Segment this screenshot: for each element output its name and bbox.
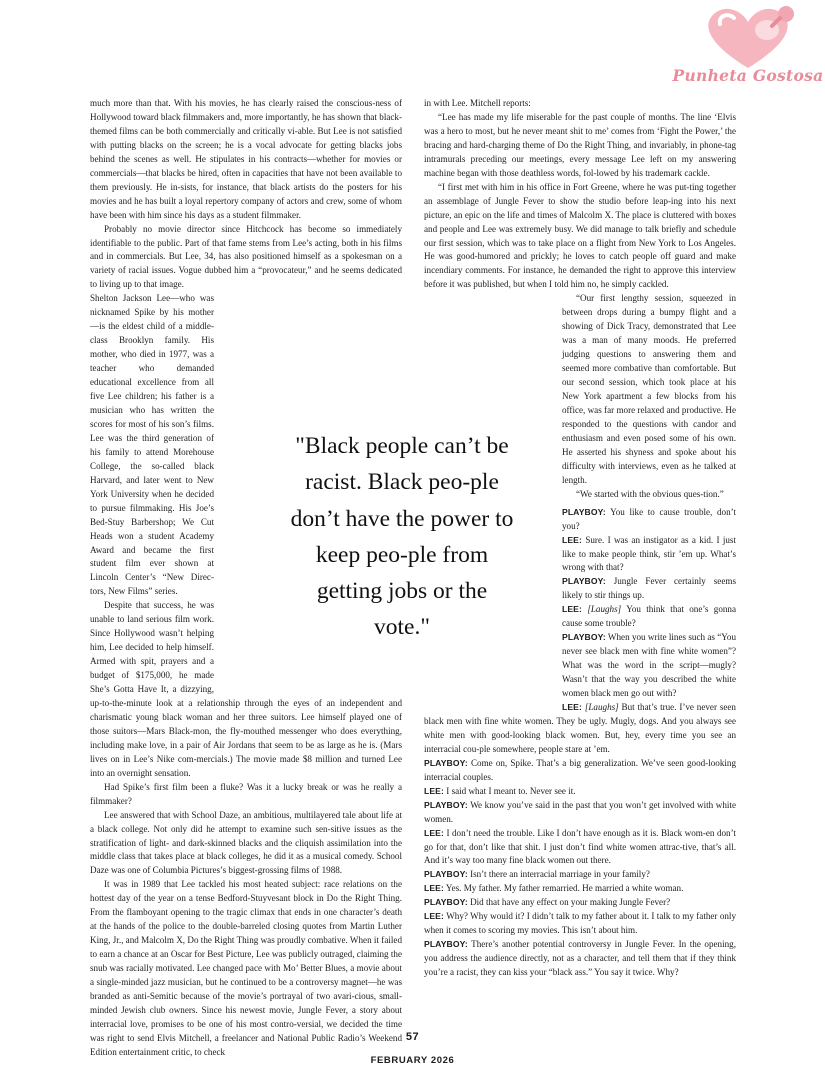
speaker-text: Did that have any effect on your making Jungle Fever? [470, 897, 671, 908]
speaker-text: You think that one’s gonna cause some trouble? [562, 604, 736, 629]
speaker-label: LEE: [424, 911, 444, 922]
speaker-text: Jungle Fever certainly seems likely to stir things up. [562, 576, 736, 601]
paragraph: “We started with the obvious ques-tion.” [576, 488, 724, 499]
speaker-text: When you write lines such as “You never see black men with fine white women”? What was the word in the script—mugly? Wasn’t that the way you described the white women black men go out with? [562, 632, 736, 699]
speaker-text: Isn’t there an interracial marriage in your family? [470, 869, 650, 880]
speaker-label: PLAYBOY: [562, 576, 606, 587]
speaker-label: PLAYBOY: [562, 632, 606, 643]
paragraph: “I first met with him in his office in Fort Greene, where he was put-ting together an assemblage of Jungle Fever to show the studio before leap-ing into his next picture, an epic on the life and times of Malcolm X. The place is cluttered with boxes and people and Lee was extremely busy. We did manage to talk briefly and schedule our first session, which was to take place on a flight from New York to Los Angeles. He was good-humored and prickly; he loves to catch people off guard and make incendiary comments. For instance, he demanded the right to approve this interview before it was published, but when I told him no, he simply cackled. [424, 181, 736, 290]
paragraph-text: Shelton Jackson Lee—who was nicknamed Spike by his mother—is the eldest child of a middle-class Brooklyn family. His mother, who died in 1977, was a teacher who demanded educational excellence from all five Lee children; his father is a musician who has written the scores for most of his son’s films. Lee was the third generation of his family to attend Morehouse College, the so-called black Harvard, and later went to New York University when he decided to pursue filmmaking. His Joe’s Bed-Stuy Barbershop; We Cut Heads won a student Academy Award and became the first student film ever shown at Lincoln Center’s “New Direc-tors, New Films” series. [90, 293, 214, 597]
speaker-label: LEE: [562, 604, 582, 615]
speaker-text: I don’t need the trouble. Like I don’t have enough as it is. Black wom-en don’t go for that, don’t like that shit. I just don’t find white women attrac-tive, that’s all. And it’s way too many fine black women out there. [424, 827, 736, 866]
paragraph: Had Spike’s first film been a fluke? Was it a lucky break or was he really a filmmaker? [90, 781, 402, 806]
speaker-text: Why? Why would it? I didn’t talk to my father about it. I talk to my father only when it comes to scoring my movies. This isn’t about him. [424, 911, 737, 936]
speaker-label: PLAYBOY: [424, 757, 468, 768]
pull-quote: "Black people can’t be racist. Black peo-ple don’t have the power to keep peo-ple from getting jobs or the vote." [290, 433, 514, 641]
speaker-text: But that’s true. I’ve never seen black men with fine white women. They be ugly. Mugly, dogs. And you always see white men with good-looking black women. But, hey, every time you see an interracial cou-ple somewhere, people stare at ’em. [424, 701, 736, 754]
speaker-label: PLAYBOY: [424, 799, 468, 810]
speaker-text: Sure. I was an instigator as a kid. I just like to make people think, stir ’em up. What’s wrong with that? [562, 534, 736, 573]
stage-direction: [Laughs] [584, 701, 619, 712]
page-number: 57 [405, 1031, 420, 1043]
issue-date: FEBRUARY 2026 [370, 1055, 455, 1066]
speaker-label: LEE: [562, 534, 582, 545]
speaker-label: LEE: [424, 827, 444, 838]
speaker-label: PLAYBOY: [562, 506, 606, 517]
stage-direction: [Laughs] [587, 604, 622, 615]
interview-entry [424, 827, 736, 869]
speaker-text: Yes. My father. My father remarried. He married a white woman. [445, 883, 684, 894]
interview-entry [424, 938, 736, 980]
speaker-label: PLAYBOY: [424, 897, 468, 908]
interview-entry [424, 799, 736, 827]
interview-entry [424, 701, 736, 757]
interview-entry [424, 910, 736, 938]
paragraph: in with Lee. Mitchell reports: [424, 98, 531, 108]
interview-entry [424, 882, 736, 896]
speaker-label: LEE: [424, 785, 444, 796]
paragraph-text: “Our first lengthy session, squeezed in between drops during a bumpy flight and a showing of Dick Tracy, demonstrated that Lee was a man of many moods. He preferred judging questions to answering them and seemed more combative than comfortable. But our second session, which took place at his New York apartment a few blocks from his office, was far more relaxed and productive. He responded to the questions with candor and enthusiasm and even posed some of his own. He asserted his shyness and spoke about his difficulty with interviews, even as he talked at length. [562, 293, 736, 485]
interview-entry [424, 757, 736, 785]
paragraph: “Lee has made my life miserable for the past couple of months. The line ‘Elvis was a hero to most, but he never meant shit to me’ comes from ‘Fight the Power,’ the bracing and hard-charging theme of Do the Right Thing, and invariably, in phone-tag intramurals preceding our meetings, every message Lee left on my answering machine began with those deathless words, fol-lowed by his trademark cackle. [424, 111, 736, 178]
speaker-label: PLAYBOY: [424, 869, 468, 880]
interview-entry [424, 868, 736, 882]
paragraph: Lee answered that with School Daze, an ambitious, multilayered tale about life at a black college. Not only did he attempt to examine such sen-sitive issues as the stratification of light- and dark-skinned blacks and the cliquish assimilation into the middle class that takes place at black colleges, he did it as a musical comedy. School Daze was one of Columbia Pictures’s biggest-grossing films of 1988. [90, 809, 402, 876]
speaker-text: We know you’ve said in the past that you won’t get involved with white women. [424, 799, 736, 824]
speaker-text: There’s another potential controversy in Jungle Fever. In the opening, you address the audience directly, not as a character, and tell them that if they think you’re a racist, they can kiss your “black ass.” You say it twice. Why? [424, 939, 736, 978]
paragraph: Despite that success, he was unable to land serious film work. Since Hollywood wasn’t helping him, Lee decided to help himself. Armed with spit, prayers and a budget of $175,000, he made She’s Gotta Have It, a dizzying, up-to-the-minute look at a relationship through the eyes of an independent and charismatic young black woman and her three suitors. Lee himself played one of those suitors—Mars Black-mon, the fly-mouthed messenger who does everything, including make love, in a pair of Air Jordans that seem to be as large as he is. (Mars lives on in Lee’s Nike com-mercials.) The movie made $8 million and turned Lee into an overnight sensation. [90, 600, 402, 778]
paragraph: Probably no movie director since Hitchcock has become so immediately identifiable to the public. Part of that fame stems from Lee’s acting, both in his films and in commercials. But Lee, 34, has also positioned himself as a spokesman on a variety of racial issues. Vogue dubbed him a “provocateur,” and he seems dedicated to living up to that image. [90, 223, 402, 290]
speaker-label: LEE: [424, 883, 444, 894]
paragraph: It was in 1989 that Lee tackled his most heated subject: race relations on the hottest day of the year on a tense Bedford-Stuyvesant block in Do the Right Thing. From the flamboyant opening to the tragic climax that ends in one character’s death at the hands of the police to the double-barreled closing quotes from Martin Luther King, Jr., and Malcolm X, Do the Right Thing was proudly combative. When it failed to earn a chance at an Oscar for Best Picture, Lee was publicly outraged, claiming the snub was racially motivated. Lee changed pace with Mo’ Better Blues, a movie about a single-minded jazz musician, but he continued to be a controversy magnet—he was branded as anti-Semitic because of the movie’s portrayal of two avari-cious, small-minded Jewish club owners. Since his newest movie, Jungle Fever, a story about interracial love, promises to be one of his most contro-versial, we decided the time was right to send Elvis Mitchell, a freelancer and National Public Radio’s Weekend Edition entertainment critic, to check [90, 879, 402, 1057]
paragraph: much more than that. With his movies, he has clearly raised the conscious-ness of Hollywood toward black filmmakers and, more importantly, he has shown that black-themed films can be both commercially and critically vi-able. But Lee is not satisfied with putting blacks on the screen; he is a vocal advocate for getting blacks jobs behind the scenes as well. He stipulates in his contracts—whether for movies or commercials—that blacks be hired, often in capacities that have not been available to them previously. He in-sists, for instance, that black artists do the posters for his movies and he has built a loyal repertory company of actors and crew, some of whom have been with him since his days as a student filmmaker. [90, 98, 402, 220]
speaker-text: You like to cause trouble, don’t you? [562, 506, 737, 531]
speaker-label: LEE: [562, 701, 582, 712]
interview-entry [424, 896, 736, 910]
speaker-text: I said what I meant to. Never see it. [446, 785, 576, 796]
interview-entry [424, 785, 736, 799]
speaker-label: PLAYBOY: [424, 939, 468, 950]
watermark-text: Punheta Gostosa [672, 66, 824, 85]
speaker-text: Come on, Spike. That’s a big generalization. We’ve seen good-looking interracial couples. [424, 757, 736, 782]
